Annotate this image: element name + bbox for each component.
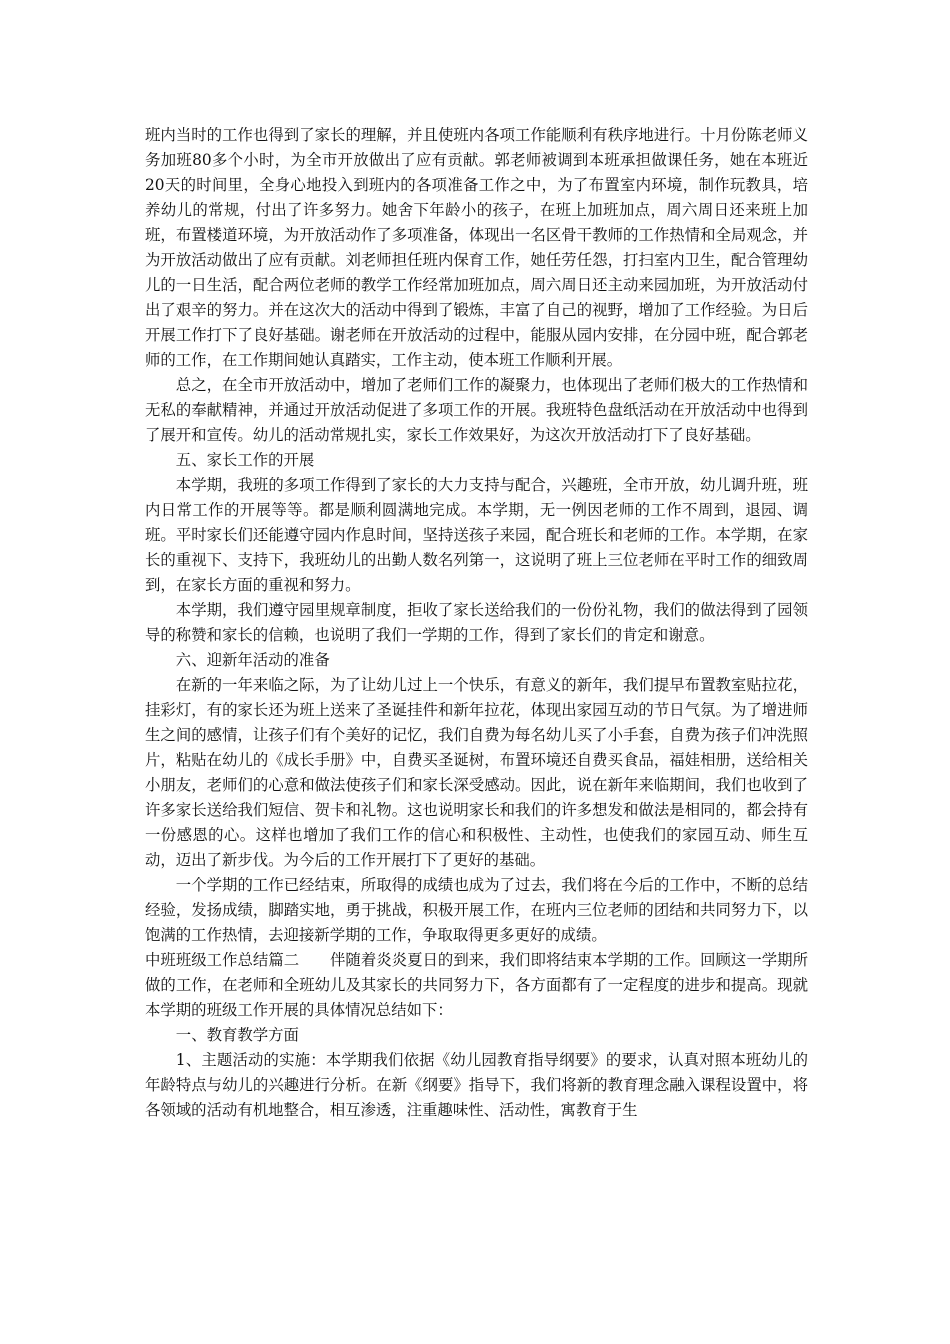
paragraph-part-two-intro: [145, 948, 808, 1023]
paragraph-part-two-text: 伴随着炎炎夏日的到来，我们即将结束本学期的工作。回顾这一学期所做的工作，在老师和全班幼儿及其家长的共同努力下，各方面都有了一定程度的进步和提高。现就本学期的班级工作开展的具体情况总结如下：: [145, 951, 808, 1019]
section-heading-parent-work: 五、家长工作的开展: [175, 451, 315, 469]
paragraph-conclusion: 一个学期的工作已经结束，所取得的成绩也成为了过去，我们将在今后的工作中，不断的总结经验，发扬成绩，脚踏实地，勇于挑战，积极开展工作，在班内三位老师的团结和共同努力下，以饱满的工作热情，去迎接新学期的工作，争取取得更多更好的成绩。: [145, 876, 808, 944]
section-heading-new-year: 六、迎新年活动的准备: [175, 651, 330, 669]
paragraph-summary: 总之，在全市开放活动中，增加了老师们工作的凝聚力，也体现出了老师们极大的工作热情和无私的奉献精神，并通过开放活动促进了多项工作的开展。我班特色盘纸活动在开放活动中也得到了展开和宣传。幼儿的活动常规扎实，家长工作效果好，为这次开放活动打下了良好基础。: [145, 376, 808, 444]
article-title-part-two: 中班班级工作总结篇二: [145, 951, 300, 969]
document-page: [145, 123, 808, 1123]
section-heading-teaching: 一、教育教学方面: [175, 1026, 299, 1044]
paragraph-parent-support: 本学期，我班的多项工作得到了家长的大力支持与配合，兴趣班，全市开放，幼儿调升班，班内日常工作的开展等等。都是顺利圆满地完成。本学期，无一例因老师的工作不周到，退园、调班。平时家长们还能遵守园内作息时间，坚持送孩子来园，配合班长和老师的工作。本学期，在家长的重视下、支持下，我班幼儿的出勤人数名列第一，这说明了班上三位老师在平时工作的细致周到，在家长方面的重视和努力。: [145, 476, 808, 594]
paragraph-gift-refusal: 本学期，我们遵守园里规章制度，拒收了家长送给我们的一份份礼物，我们的做法得到了园领导的称赞和家长的信赖，也说明了我们一学期的工作，得到了家长们的肯定和谢意。: [145, 601, 808, 644]
paragraph-new-year-activities: 在新的一年来临之际，为了让幼儿过上一个快乐，有意义的新年，我们提早布置教室贴拉花，挂彩灯，有的家长还为班上送来了圣诞挂件和新年拉花，体现出家园互动的节日气氛。为了增进师生之间的感情，让孩子们有个美好的记忆，我们自费为每名幼儿买了小手套，自费为孩子们冲洗照片，粘贴在幼儿的《成长手册》中，自费买圣诞树，布置环境还自费买食品，福娃相册，送给相关小朋友，老师们的心意和做法使孩子们和家长深受感动。因此，说在新年来临期间，我们也收到了许多家长送给我们短信、贺卡和礼物。这也说明家长和我们的许多想发和做法是相同的，都会持有一份感恩的心。这样也增加了我们工作的信心和积极性、主动性，也使我们的家园互动、师生互动，迈出了新步伐。为今后的工作开展打下了更好的基础。: [145, 676, 808, 869]
paragraph-teachers-contribution: 班内当时的工作也得到了家长的理解，并且使班内各项工作能顺利有秩序地进行。十月份陈老师义务加班80多个小时，为全市开放做出了应有贡献。郭老师被调到本班承担做课任务，她在本班近20天的时间里，全身心地投入到班内的各项准备工作之中，为了布置室内环境，制作玩教具，培养幼儿的常规，付出了许多努力。她舍下年龄小的孩子，在班上加班加点，周六周日还来班上加班，布置楼道环境，为开放活动作了多项准备，体现出一名区骨干教师的工作热情和全局观念，并为开放活动做出了应有贡献。刘老师担任班内保育工作，她任劳任怨，打扫室内卫生，配合管理幼儿的一日生活，配合两位老师的教学工作经常加班加点，周六周日还主动来园加班，为开放活动付出了艰辛的努力。并在这次大的活动中得到了锻炼，丰富了自己的视野，增加了工作经验。为日后开展工作打下了良好基础。谢老师在开放活动的过程中，能服从园内安排，在分园中班，配合郭老师的工作，在工作期间她认真踏实，工作主动，使本班工作顺利开展。: [145, 126, 808, 369]
paragraph-theme-activities: 1、主题活动的实施：本学期我们依据《幼儿园教育指导纲要》的要求，认真对照本班幼儿的年龄特点与幼儿的兴趣进行分析。在新《纲要》指导下，我们将新的教育理念融入课程设置中，将各领域的活动有机地整合，相互渗透，注重趣味性、活动性，寓教育于生: [145, 1051, 808, 1119]
